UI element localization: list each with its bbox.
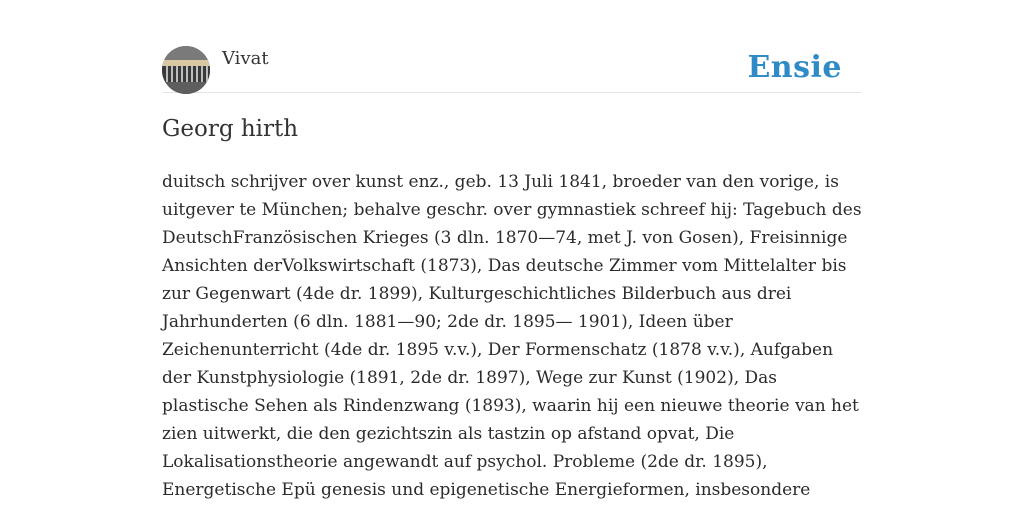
site-logo[interactable]: Ensie (747, 50, 842, 85)
bookshelf-avatar-icon[interactable] (162, 46, 210, 94)
header (162, 46, 862, 93)
author-name[interactable]: Vivat (222, 48, 269, 69)
page-title: Georg hirth (162, 116, 299, 142)
article-body: duitsch schrijver over kunst enz., geb. 13 Juli 1841, broeder van den vorige, is uitgever te München; behalve geschr. over gymnastiek schreef hij: Tagebuch des DeutschFranzösischen Krieges (3 dln. 1870—74, met J. von Gosen), Freisinnige Ansichten derVolkswirtschaft (1873), Das deutsche Zimmer vom Mittelalter bis zur Gegenwart (4de dr. 1899), Kulturgeschichtliches Bilderbuch aus drei Jahrhunderten (6 dln. 1881—90; 2de dr. 1895— 1901), Ideen über Zeichenunterricht (4de dr. 1895 v.v.), Der Formenschatz (1878 v.v.), Aufgaben der Kunstphysiologie (1891, 2de dr. 1897), Wege zur Kunst (1902), Das plastische Sehen als Rindenzwang (1893), waarin hij een nieuwe theorie van het zien uitwerkt, die den gezichtszin als tastzin op afstand opvat, Die Lokalisationstheorie angewandt auf psychol. Probleme (2de dr. 1895), Energetische Epü genesis und epigenetische Energieformen, insbesondere (162, 172, 862, 500)
